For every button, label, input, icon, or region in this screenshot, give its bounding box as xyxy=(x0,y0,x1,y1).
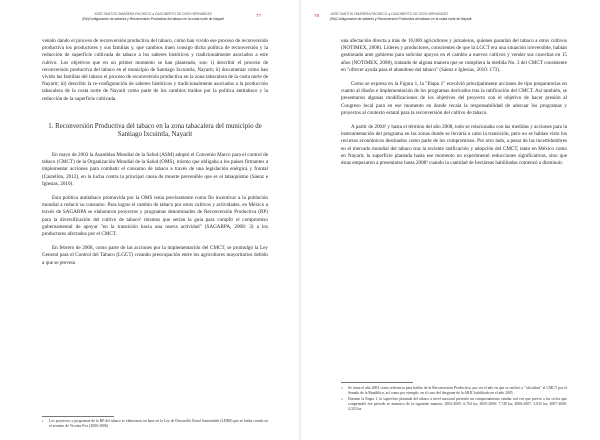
running-header xyxy=(58,12,248,22)
paragraph: En mayo de 2003 la Asamblea Mundial de la Salud (ASM) adoptó el Convenio Marco para el control de tabaco (CMCT) de la Organización Mundial de la Salud (OMS), mismo que obligaba a los países firmantes a implementar acciones para combatir el consumo de tabaco a través de una legislación enérgica y frontal (Castellón, 2012), en la lucha contra la principal causa de muerte prevenible que es el tabaquismo (Sáenz e Iglesias, 2010). xyxy=(42,152,268,187)
footnote-mark: 2 xyxy=(341,386,343,390)
footnote xyxy=(42,419,268,429)
running-header xyxy=(330,12,530,22)
paragraph: Esta política antitabaco promovida por la OMS tenía precisamente como fin incentivar a la población mundial a reducir su consumo. Para lograr el cambio de tabaco por otros cultivos y actividades, en México a través de SAGARPA se elaboraron proyectos y programas denominados de Reconversión Productiva (RP) para la diversificación del cultivo de tabaco¹ mismos que serían la guía para cumplir el compromiso gubernamental de apoyar "en la transición hacia una nueva actividad" (SAGARPA, 2008: 3) a los productores afectados por el CMCT. xyxy=(42,195,268,238)
footnote xyxy=(341,386,567,396)
footnote-text: Se toma el año 2004 como referencia para hablar de la Reconversión Productiva, por ser el año en que se ratificó y "oficializó" el CMCT por el Senado de la República, así como por ejemplo, en el caso del desgrane de la ARIC habilitado en el año 2005. xyxy=(348,386,567,396)
footnote-text: Los proyectos y programas de la RP del tabaco se elaboraron en base en la Ley de Desarrollo Rural Sustentable (LDRS) que se había creado en el sexenio de Vicente Fox (2000-2006) xyxy=(49,419,268,429)
footnote-mark: 1 xyxy=(42,419,44,423)
paragraph: una afectación directa a más de 16,000 agricultores y jornaleros, quienes pasarían del tabaco a otros cultivos (NOTIMEX, 2008). Líderes y productores, conscientes de que la LGCT era una situación irreversible, habían gestionado ante gobierno para solicitar apoyos en el cambio a nuevos cultivos y vender sus cosechas en 15 años (NOTIMEX, 2008), tratando de alguna manera que se cumpliera la medida No. 3 del CMCT consistente en "ofrecer ayuda para el abandono del tabaco" (Sáenz e Iglesias, 2010: 173). xyxy=(341,38,567,73)
header-authors: JOSÉ SANTOS OMAÑERA PACHECO ● DAGOBERTO DE DIOS HERNÁNDEZ xyxy=(330,12,449,16)
footnote-text: Durante la Etapa 1, la superficie plantada del tabaco a nivel nacional presentó un comportamiento similar tod vez que previo a los ciclos que comprendió ese periodo se mantuvo de la siguiente manera: 2004-2005: 6,764 ha; 2005-2006: 7,749 ha; 2006-2007: 5,035 ha; 2007-2008: 4,323 ha. xyxy=(348,396,567,411)
text-column xyxy=(341,38,567,167)
footnote xyxy=(341,397,567,412)
page-number: 77 xyxy=(256,13,262,18)
footnote-rule xyxy=(42,416,114,417)
header-title: (Re)Configuración de saberes y Reconversión Productiva del tabaco en la costa norte de Nayarit xyxy=(330,17,472,21)
text-column xyxy=(42,38,268,267)
footnotes xyxy=(341,386,567,413)
footnotes xyxy=(42,419,268,430)
header-title: (Re)Configuración de saberes y Reconversión Productiva del tabaco en la costa norte de Nayarit xyxy=(82,17,224,21)
page-number: 78 xyxy=(314,13,320,18)
paragraph: A partir de 2004² y hasta el término del año 2008, todo se relacionaba con las medidas y acciones para la instrumentación del programa en las zonas donde se llevaría a cabo la transición, pero no se habían visto los recursos económicos destinados como parte de los compromisos. Por otro lado, a pesar de las incertidumbres en el mercado mundial del tabaco tras la reciente ratificación y adopción del CMCT, tanto en México como en Nayarit, la superficie plantada hasta ese momento no experimentó reducciones significativas, sino que éstas empezaron a presentarse hasta 2008³ cuando la cantidad de hectáreas habilitadas comenzó a disminuir. xyxy=(341,124,567,167)
paragraph: Como se expresa en la Figura 1, la "Etapa 1" envolvió principalmente acciones de tipo preparatorias en cuanto al diseño e implementación de los programas derivados tras la ratificación del CMCT. Así también, se presentaron algunas modificaciones de los objetivos del proyecto con el objetivo de hacer presión al Congreso local para en ese momento en donde recaía la responsabilidad de adecuar los programas y proyectos al contexto estatal para la reconversión del cultivo de tabaco. xyxy=(341,81,567,116)
section-heading: 1. Reconversión Productiva del tabaco en la zona tabacalera del municipio de Santiago Ixcuintla, Nayarit xyxy=(48,122,262,139)
footnote-mark: 3 xyxy=(341,396,343,401)
header-authors: JOSÉ SANTOS OMAÑERA PACHECO ● DAGOBERTO DE DIOS HERNÁNDEZ xyxy=(93,12,213,16)
right-page xyxy=(300,0,600,440)
paragraph: venido dando el proceso de reconversión productiva del tabaco, cómo han vivido ese proceso de reconversión productiva los productores y sus familias y, qué cambios traen consigo dicha política de reconversión y la reducción de superficie cultivada de tabaco a los saberes históricos y tradicionalmente asociados a este cultivo. Los objetivos que en un primer momento se han planteado, son: i) describir el proceso de reconversión productiva del tabaco en el municipio de Santiago Ixcuintla, Nayarit; ii) documentar cómo han vivido las familias del tabaco el proceso de reconversión productiva en la zona tabacalera de la costa norte de Nayarit; iii) describir la re-configuración de saberes históricos y tradicionalmente asociados a la producción tabacalera de la costa norte de Nayarit como parte de los cambios traídos por la política antitabaco y la reducción de la superficie cultivada. xyxy=(42,38,268,102)
paragraph: En febrero de 2008, como parte de las acciones por la implementación del CMCT, se promulgó la Ley General para el Control del Tabaco (LGCT) creando preocupación entre los agricultores mayoritarios debido a que se preveía xyxy=(42,245,268,266)
footnote-rule xyxy=(341,382,413,383)
